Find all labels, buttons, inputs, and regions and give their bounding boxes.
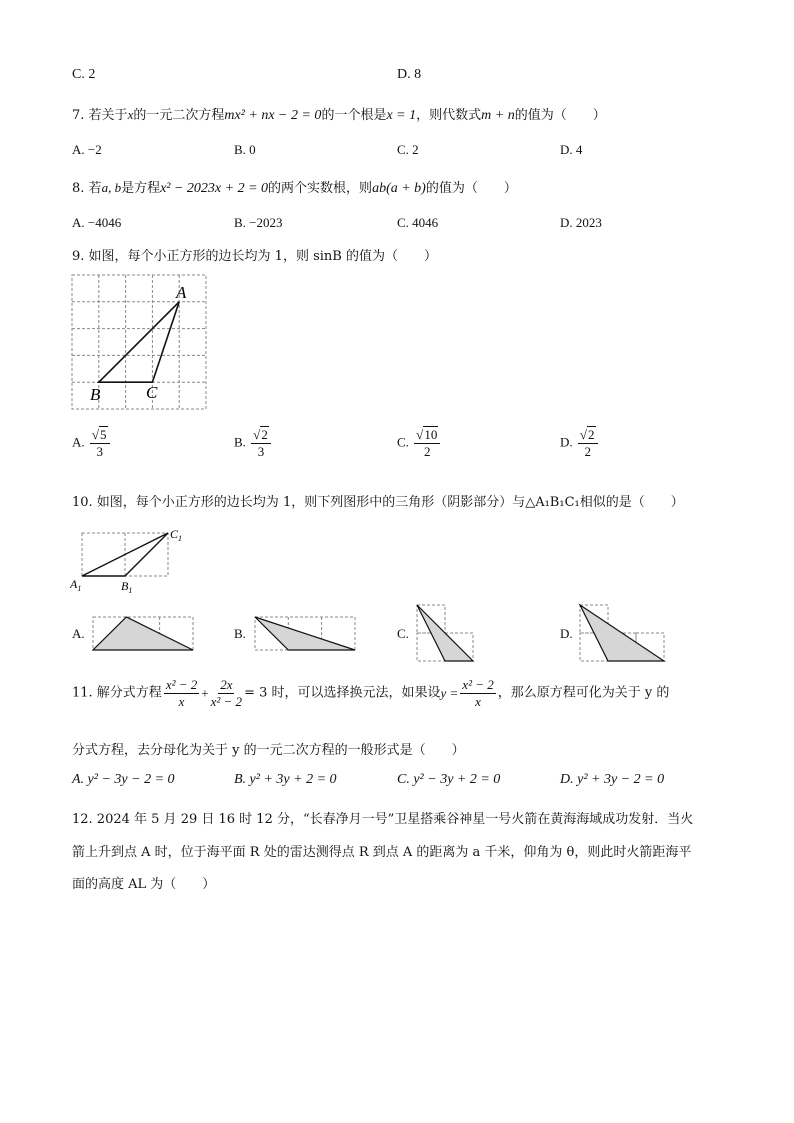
q9-option-d <box>560 428 600 459</box>
q10-label-c1: $C_1$ <box>170 527 183 543</box>
q9-denominator: 3 <box>257 444 265 459</box>
q8-text: 是方程 <box>121 181 161 196</box>
q11-substitution: y = <box>440 685 459 701</box>
q11-plus: + <box>201 685 209 701</box>
q11-fraction-2-numerator: 2x <box>220 677 233 692</box>
q7-equation: mx² + nx − 2 = 0 <box>224 108 322 123</box>
q9-option-c-fraction: $\frac{√10}{2}$ <box>414 428 440 459</box>
q7-text: 的值为（ ） <box>514 108 606 123</box>
q7-text: ，则代数式 <box>416 108 482 123</box>
q9-option-letter: C. <box>397 434 409 450</box>
q11-text: = 3 时，可以选择换元法，如果设 <box>244 685 441 701</box>
q7-option-c: C. 2 <box>397 142 419 157</box>
q9-denominator: 2 <box>423 444 431 459</box>
q11-option-a: A. y² − 3y − 2 = 0 <box>72 772 175 787</box>
q7-text: 若关于 <box>88 108 128 123</box>
q9-radicand: 10 <box>424 427 438 442</box>
q10-option-b-triangle <box>255 617 355 650</box>
q10-option-a-figure <box>92 615 195 653</box>
q7-option-a: A. −2 <box>72 142 102 157</box>
q11-fraction-3-denominator: x <box>475 694 481 709</box>
q10-option-a-triangle <box>93 617 193 650</box>
q10-option-a-label: A. <box>72 626 85 641</box>
q10-option-b-figure <box>254 615 358 653</box>
q7-text: 的一个根是 <box>321 108 387 123</box>
q8-text: 的两个实数根，则 <box>268 181 373 196</box>
q9-option-a <box>72 428 112 459</box>
question-11 <box>72 678 669 709</box>
q7-expression: m + n <box>481 108 515 123</box>
question-10: 10. 如图，每个小正方形的边长均为 1，则下列图形中的三角形（阴影部分）与△A₁B₁C₁相似的是（ ） <box>72 495 684 510</box>
q7-root: x = 1 <box>386 108 417 123</box>
question-12-line-2: 箭上升到点 A 时，位于海平面 R 处的雷达测得点 R 到点 A 的距离为 a 千米，仰角为 θ，则此时火箭距海平 <box>72 845 692 860</box>
q11-fraction-3-numerator: x² − 2 <box>462 677 494 692</box>
q8-option-a: A. −4046 <box>72 215 122 230</box>
q8-option-d: D. 2023 <box>560 215 602 230</box>
q11-fraction-2 <box>211 678 242 709</box>
q9-label-a: A <box>176 283 187 302</box>
q9-option-d-fraction: $\frac{√2}{2}$ <box>578 428 598 459</box>
q9-option-c <box>397 428 442 459</box>
q9-option-b-fraction: $\frac{√2}{3}$ <box>251 428 271 459</box>
q11-fraction-3 <box>460 678 495 709</box>
q10-option-d-figure <box>578 603 666 663</box>
q9-label-b: B <box>90 385 101 404</box>
q11-text: ，那么原方程可化为关于 y 的 <box>497 685 670 701</box>
q8-option-c: C. 4046 <box>397 215 439 230</box>
q11-option-b: B. y² + 3y + 2 = 0 <box>234 772 337 787</box>
q9-radicand: 2 <box>588 427 595 442</box>
q10-option-d-label: D. <box>560 626 573 641</box>
question-7 <box>72 104 606 124</box>
q7-text: 的一元二次方程 <box>133 108 225 123</box>
q10-label-a1: $A_1$ <box>70 577 82 593</box>
q11-fraction-1-numerator: x² − 2 <box>165 677 198 692</box>
q8-text: 若 <box>88 181 102 196</box>
q11-option-c: C. y² − 3y + 2 = 0 <box>397 772 501 787</box>
q8-expression: ab(a + b) <box>372 181 426 196</box>
question-8 <box>72 177 517 197</box>
question-12-line-3: 面的高度 AL 为（ ） <box>72 877 216 892</box>
q10-option-c-label: C. <box>397 626 409 641</box>
q8-text: 的值为（ ） <box>425 181 517 196</box>
prev-option-d: D. 8 <box>397 67 422 82</box>
q9-label-c: C <box>146 383 158 402</box>
q9-option-b <box>234 428 273 459</box>
q7-option-b: B. 0 <box>234 142 256 157</box>
q8-equation: x² − 2023x + 2 = 0 <box>160 181 269 196</box>
q8-number: 8. <box>72 181 89 196</box>
q7-number: 7. <box>72 108 89 123</box>
q11-fraction-1-denominator: x <box>178 694 185 709</box>
prev-option-c: C. 2 <box>72 67 96 82</box>
q10-option-c-figure <box>415 603 477 663</box>
q11-fraction-2-denominator: x² − 2 <box>210 694 243 709</box>
q9-radicand: 2 <box>261 427 268 442</box>
q9-triangle <box>99 302 179 382</box>
q9-radicand: 5 <box>100 427 107 442</box>
q9-option-letter: D. <box>560 434 573 450</box>
q7-var: x <box>127 107 134 122</box>
q9-option-a-fraction: $\frac{√5}{3}$ <box>90 428 110 459</box>
q8-vars: a, b <box>101 180 122 195</box>
q11-option-d: D. y² + 3y − 2 = 0 <box>560 772 665 787</box>
q10-reference-figure <box>70 524 195 596</box>
q10-label-b1: $B_1$ <box>121 579 133 595</box>
q9-grid-figure <box>70 273 210 413</box>
q11-fraction-1 <box>164 678 199 709</box>
q9-denominator: 2 <box>584 444 591 459</box>
question-12-line-1: 12. 2024 年 5 月 29 日 16 时 12 分，“长春净月一号”卫星搭乘谷神星一号火箭在黄海海域成功发射．当火 <box>72 812 694 827</box>
q9-option-letter: B. <box>234 434 246 450</box>
q8-option-b: B. −2023 <box>234 215 283 230</box>
q11-line-2: 分式方程，去分母化为关于 y 的一元二次方程的一般形式是（ ） <box>72 743 465 758</box>
q10-option-b-label: B. <box>234 626 246 641</box>
q11-text: 11. 解分式方程 <box>72 685 162 701</box>
question-9: 9. 如图，每个小正方形的边长均为 1，则 sinB 的值为（ ） <box>72 249 437 264</box>
q9-option-letter: A. <box>72 434 85 450</box>
q9-denominator: 3 <box>96 444 103 459</box>
q7-option-d: D. 4 <box>560 142 583 157</box>
